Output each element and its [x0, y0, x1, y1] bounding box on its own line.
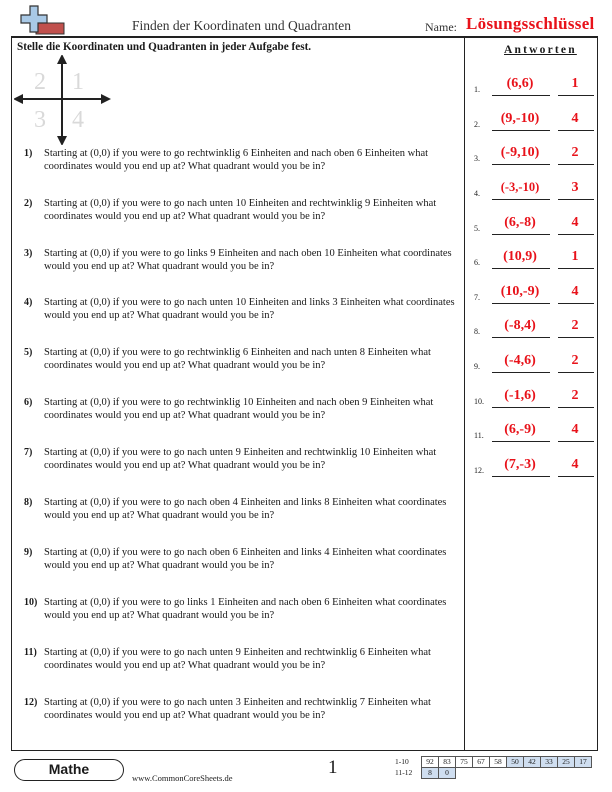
- page-number: 1: [328, 757, 338, 778]
- question-number: 4): [24, 297, 33, 308]
- question-text: Starting at (0,0) if you were to go rechtwinklig 10 Einheiten and nach oben 9 Einheiten what coordinates would you end up at? What quadrant would you be in?: [44, 397, 434, 421]
- question-text: Starting at (0,0) if you were to go links 1 Einheiten and nach oben 6 Einheiten what coordinates would you end up at? What quadrant would you be in?: [44, 597, 447, 621]
- answer-coordinates: (-3,-10): [500, 180, 540, 194]
- answer-number: 10.: [474, 397, 484, 406]
- answer-line: [492, 199, 550, 200]
- answer-row: [468, 353, 596, 375]
- question-text: Starting at (0,0) if you were to go nach unten 9 Einheiten and rechtwinklig 6 Einheiten what coordinates would you end up at? What quadrant would you be in?: [44, 647, 431, 671]
- answer-number: 2.: [474, 120, 480, 129]
- answer-line: [558, 95, 594, 96]
- score-cell: 92: [422, 757, 439, 768]
- answer-line: [492, 130, 550, 131]
- answer-line: [558, 199, 594, 200]
- score-cell: 8: [422, 768, 439, 779]
- answer-line: [492, 337, 550, 338]
- answer-quadrant: 4: [571, 422, 579, 437]
- answer-line: [558, 337, 594, 338]
- answer-line: [492, 407, 550, 408]
- answer-coordinates: (-8,4): [504, 318, 536, 333]
- answer-row: [468, 215, 596, 237]
- answer-quadrant: 4: [571, 215, 579, 230]
- answer-number: 4.: [474, 189, 480, 198]
- question-text: Starting at (0,0) if you were to go rechtwinklig 6 Einheiten and nach unten 8 Einheiten what coordinates would you end up at? What quadrant would you be in?: [44, 347, 431, 371]
- question-text: Starting at (0,0) if you were to go nach oben 4 Einheiten and links 8 Einheiten what coordinates would you end up at? What quadrant would you be in?: [44, 497, 447, 521]
- question-number: 3): [24, 248, 33, 259]
- quadrant-label: 1: [72, 69, 84, 95]
- score-cell: 83: [439, 757, 456, 768]
- score-cell: 75: [456, 757, 473, 768]
- site-url: www.CommonCoreSheets.de: [132, 773, 233, 783]
- score-cell: 17: [575, 757, 592, 768]
- score-row-label: 11-12: [395, 768, 413, 777]
- question-number: 11): [24, 647, 37, 658]
- answer-line: [558, 372, 594, 373]
- answer-quadrant: 1: [571, 249, 579, 264]
- question-text: Starting at (0,0) if you were to go nach unten 10 Einheiten and links 3 Einheiten what coordinates would you end up at? What quadrant would you be in?: [44, 297, 455, 321]
- answer-coordinates: (6,6): [506, 76, 534, 91]
- answer-number: 6.: [474, 258, 480, 267]
- answer-number: 12.: [474, 466, 484, 475]
- answer-number: 7.: [474, 293, 480, 302]
- question-number: 12): [24, 697, 38, 708]
- answer-line: [558, 407, 594, 408]
- quadrant-label: 4: [72, 107, 84, 133]
- question-number: 7): [24, 447, 33, 458]
- answer-line: [492, 268, 550, 269]
- answer-coordinates: (6,-8): [504, 215, 536, 230]
- score-row: [394, 768, 592, 779]
- question-number: 8): [24, 497, 33, 508]
- question-number: 5): [24, 347, 33, 358]
- question-number: 9): [24, 547, 33, 558]
- name-label: Name:: [425, 20, 457, 34]
- answer-coordinates: (9,-10): [500, 111, 540, 126]
- score-cell: 25: [558, 757, 575, 768]
- answer-coordinates: (-9,10): [500, 145, 540, 160]
- answer-line: [492, 234, 550, 235]
- answer-number: 11.: [474, 431, 484, 440]
- answer-coordinates: (-1,6): [504, 388, 536, 403]
- answer-number: 5.: [474, 224, 480, 233]
- instructions: Stelle die Koordinaten und Quadranten in jeder Aufgabe fest.: [17, 41, 312, 53]
- quadrant-label: 3: [34, 107, 46, 133]
- question-text: Starting at (0,0) if you were to go nach unten 10 Einheiten and rechtwinklig 9 Einheiten what coordinates would you end up at? What quadrant would you be in?: [44, 198, 437, 222]
- answer-quadrant: 2: [571, 353, 579, 368]
- score-cell: 42: [524, 757, 541, 768]
- answer-line: [558, 268, 594, 269]
- worksheet-title: Finden der Koordinaten und Quadranten: [132, 18, 351, 33]
- quadrant-label: 2: [34, 69, 46, 95]
- answer-line: [558, 303, 594, 304]
- answer-row: [468, 76, 596, 98]
- answer-line: [558, 476, 594, 477]
- score-cell: 58: [490, 757, 507, 768]
- answer-row: [468, 422, 596, 444]
- answer-coordinates: (6,-9): [504, 422, 536, 437]
- answer-line: [558, 234, 594, 235]
- score-cell: 67: [473, 757, 490, 768]
- answer-key-label: Lösungsschlüssel: [466, 14, 595, 33]
- answer-line: [492, 441, 550, 442]
- score-table: [394, 756, 592, 779]
- answer-quadrant: 2: [571, 145, 579, 160]
- answer-quadrant: 4: [571, 457, 579, 472]
- question-text: Starting at (0,0) if you were to go links 9 Einheiten and nach oben 10 Einheiten what coordinates would you end up at? What quadrant would you be in?: [44, 248, 452, 272]
- answer-row: [468, 388, 596, 410]
- answer-coordinates: (10,9): [503, 249, 537, 264]
- answer-quadrant: 4: [571, 111, 579, 126]
- answer-row: [468, 111, 596, 133]
- answer-line: [492, 372, 550, 373]
- question-text: Starting at (0,0) if you were to go nach oben 6 Einheiten and links 4 Einheiten what coordinates would you end up at? What quadrant would you be in?: [44, 547, 447, 571]
- question-text: Starting at (0,0) if you were to go nach unten 9 Einheiten and rechtwinklig 10 Einheiten what coordinates would you end up at? What quadrant would you be in?: [44, 447, 437, 471]
- score-row: [394, 757, 592, 768]
- question-number: 10): [24, 597, 38, 608]
- score-cell: 50: [507, 757, 524, 768]
- answer-line: [492, 303, 550, 304]
- question-number: 2): [24, 198, 33, 209]
- answer-line: [558, 130, 594, 131]
- score-cell: 0: [439, 768, 456, 779]
- answer-number: 8.: [474, 327, 480, 336]
- answer-line: [492, 95, 550, 96]
- subject-badge: Mathe: [14, 759, 124, 781]
- answer-row: [468, 284, 596, 306]
- answer-row: [468, 249, 596, 271]
- score-cell: 33: [541, 757, 558, 768]
- answer-quadrant: 1: [571, 76, 579, 91]
- answer-row: [468, 457, 596, 479]
- answer-quadrant: 2: [571, 318, 579, 333]
- answer-number: 9.: [474, 362, 480, 371]
- answer-coordinates: (-4,6): [504, 353, 536, 368]
- answer-line: [558, 441, 594, 442]
- answer-line: [492, 164, 550, 165]
- answer-row: [468, 145, 596, 167]
- quadrant-diagram: [14, 55, 114, 145]
- score-row-label: 1-10: [395, 757, 409, 766]
- answer-quadrant: 4: [571, 284, 579, 299]
- answer-line: [558, 164, 594, 165]
- question-text: Starting at (0,0) if you were to go nach unten 3 Einheiten and rechtwinklig 7 Einheiten what coordinates would you end up at? What quadrant would you be in?: [44, 697, 431, 721]
- answer-coordinates: (10,-9): [500, 284, 540, 299]
- question-text: Starting at (0,0) if you were to go rechtwinklig 6 Einheiten and nach oben 6 Einheiten what coordinates would you end up at? What quadrant would you be in?: [44, 148, 429, 172]
- question-number: 6): [24, 397, 33, 408]
- answer-number: 3.: [474, 154, 480, 163]
- answer-number: 1.: [474, 85, 480, 94]
- question-number: 1): [24, 148, 33, 159]
- plus-logo-icon: [18, 4, 66, 40]
- answer-row: [468, 318, 596, 340]
- answers-header: Antworten: [504, 44, 577, 56]
- answer-row: [468, 180, 596, 202]
- answer-coordinates: (7,-3): [504, 457, 536, 472]
- answer-column-divider: [464, 38, 465, 750]
- answer-line: [492, 476, 550, 477]
- answer-quadrant: 3: [571, 180, 579, 195]
- answer-quadrant: 2: [571, 388, 579, 403]
